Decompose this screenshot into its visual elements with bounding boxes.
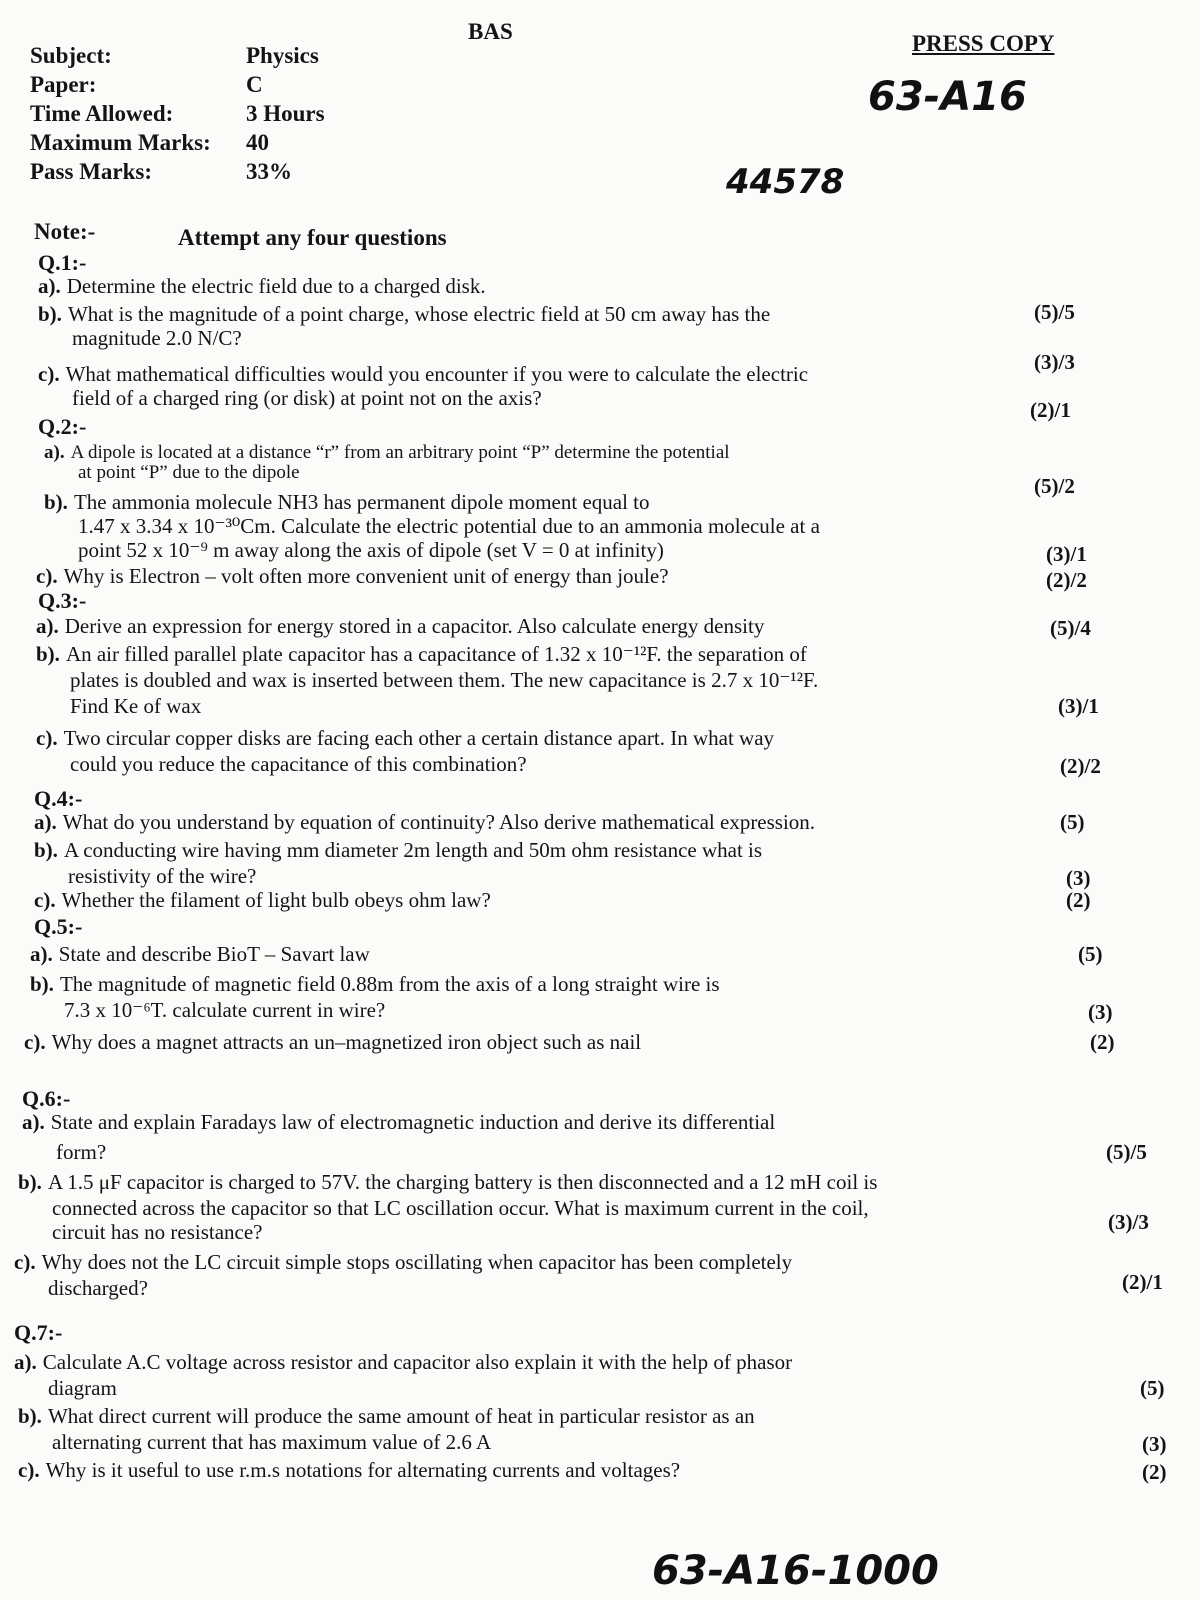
part-marks: (2)/1	[1030, 398, 1071, 422]
part-text: A conducting wire having mm diameter 2m length and 50m ohm resistance what is	[63, 838, 763, 862]
question-part	[38, 362, 808, 387]
part-label: a).	[36, 614, 59, 638]
question-part	[34, 838, 762, 863]
question-part	[18, 1404, 755, 1429]
part-text: Why is it useful to use r.m.s notations for alternating currents and voltages?	[45, 1458, 681, 1482]
question-part	[36, 614, 764, 639]
part-marks: (2)/2	[1046, 568, 1087, 592]
part-marks: (3)	[1088, 1000, 1113, 1024]
part-marks: (2)	[1142, 1460, 1167, 1484]
part-text-continued: discharged?	[48, 1276, 148, 1300]
part-marks: (2)	[1090, 1030, 1115, 1054]
question-heading: Q.6:-	[22, 1086, 71, 1111]
part-label: c).	[36, 726, 58, 750]
part-label: a).	[44, 442, 65, 463]
question-part	[36, 726, 774, 751]
part-text: A dipole is located at a distance “r” from an arbitrary point “P” determine the potential	[70, 442, 730, 463]
part-marks: (5)	[1060, 810, 1085, 834]
handwritten-code: 63-A16	[868, 74, 1027, 120]
part-text-continued: magnitude 2.0 N/C?	[72, 326, 242, 350]
part-label: b).	[18, 1170, 42, 1194]
question-part	[36, 642, 807, 667]
question-part	[14, 1250, 792, 1275]
question-heading: Q.3:-	[38, 588, 87, 613]
part-marks: (5)/5	[1034, 300, 1075, 324]
page-center-title: BAS	[468, 19, 513, 44]
info-value: 33%	[246, 159, 292, 184]
part-text: What direct current will produce the same amount of heat in particular resistor as an	[47, 1404, 755, 1428]
part-marks: (5)	[1140, 1376, 1165, 1400]
part-text: Derive an expression for energy stored in a capacitor. Also calculate energy density	[64, 614, 765, 638]
info-value: 40	[246, 130, 269, 155]
part-label: b).	[36, 642, 60, 666]
info-value: C	[246, 72, 263, 97]
question-part	[34, 888, 491, 913]
question-part	[24, 1030, 641, 1055]
part-text-continued: connected across the capacitor so that LC oscillation occur. What is maximum current in the coil,	[52, 1196, 869, 1220]
question-heading: Q.2:-	[38, 414, 87, 439]
part-marks: (2)/1	[1122, 1270, 1163, 1294]
part-marks: (3)	[1066, 866, 1091, 890]
part-text: What mathematical difficulties would you encounter if you were to calculate the electric	[65, 362, 809, 386]
part-text: Calculate A.C voltage across resistor and capacitor also explain it with the help of phasor	[42, 1350, 793, 1374]
question-part	[14, 1350, 792, 1375]
part-label: b).	[38, 302, 62, 326]
question-part	[30, 942, 370, 967]
info-label: Paper:	[30, 72, 97, 97]
part-text: Why does not the LC circuit simple stops oscillating when capacitor has been completely	[41, 1250, 793, 1274]
part-text-continued: circuit has no resistance?	[52, 1220, 263, 1244]
part-text-continued: Find Ke of wax	[70, 694, 202, 718]
part-marks: (2)	[1066, 888, 1091, 912]
part-label: c).	[24, 1030, 46, 1054]
part-text-continued: diagram	[48, 1376, 117, 1400]
part-text: State and explain Faradays law of electromagnetic induction and derive its differential	[50, 1110, 776, 1134]
part-label: a).	[22, 1110, 45, 1134]
part-text: Whether the filament of light bulb obeys ohm law?	[61, 888, 491, 912]
info-label: Time Allowed:	[30, 101, 174, 126]
info-label: Maximum Marks:	[30, 130, 211, 155]
part-label: b).	[30, 972, 54, 996]
part-text-continued: form?	[56, 1140, 107, 1164]
question-part	[34, 810, 815, 835]
part-marks: (5)/4	[1050, 616, 1091, 640]
part-text-continued: field of a charged ring (or disk) at point not on the axis?	[72, 386, 542, 410]
part-text: What is the magnitude of a point charge, whose electric field at 50 cm away has the	[67, 302, 771, 326]
part-text: Why does a magnet attracts an un–magnetized iron object such as nail	[51, 1030, 642, 1054]
part-label: a).	[38, 274, 61, 298]
part-label: c).	[36, 564, 58, 588]
part-label: b).	[44, 490, 68, 514]
question-part	[30, 972, 720, 997]
handwritten-number: 44578	[726, 162, 845, 202]
info-label: Pass Marks:	[30, 159, 153, 184]
part-text-continued: plates is doubled and wax is inserted between them. The new capacitance is 2.7 x 10⁻¹²F.	[70, 668, 819, 692]
question-heading: Q.7:-	[14, 1320, 63, 1345]
part-text: State and describe BioT – Savart law	[58, 942, 370, 966]
question-part	[18, 1170, 877, 1195]
part-marks: (3)/1	[1058, 694, 1099, 718]
part-marks: (5)/5	[1106, 1140, 1147, 1164]
info-value: 3 Hours	[246, 101, 325, 126]
question-part	[38, 302, 770, 327]
part-label: c).	[14, 1250, 36, 1274]
part-text: Determine the electric field due to a charged disk.	[66, 274, 486, 298]
question-part	[18, 1458, 680, 1483]
question-heading: Q.5:-	[34, 914, 83, 939]
part-text: Why is Electron – volt often more convenient unit of energy than joule?	[63, 564, 669, 588]
part-text-continued: 7.3 x 10⁻⁶T. calculate current in wire?	[64, 998, 386, 1022]
handwritten-footer-code: 63-A16-1000	[652, 1548, 939, 1594]
part-marks: (3)	[1142, 1432, 1167, 1456]
part-marks: (3)/3	[1034, 350, 1075, 374]
part-label: c).	[38, 362, 60, 386]
part-marks: (3)/1	[1046, 542, 1087, 566]
question-part	[22, 1110, 775, 1135]
part-marks: (2)/2	[1060, 754, 1101, 778]
part-text: The ammonia molecule NH3 has permanent dipole moment equal to	[73, 490, 650, 514]
press-copy-label: PRESS COPY	[912, 31, 1055, 56]
part-marks: (5)/2	[1034, 474, 1075, 498]
question-heading: Q.4:-	[34, 786, 83, 811]
part-text-continued: could you reduce the capacitance of this combination?	[70, 752, 527, 776]
part-text-continued: 1.47 x 3.34 x 10⁻³⁰Cm. Calculate the electric potential due to an ammonia molecule at a	[78, 514, 820, 538]
info-label: Subject:	[30, 43, 112, 68]
part-text-continued: alternating current that has maximum value of 2.6 A	[52, 1430, 492, 1454]
question-part	[44, 490, 650, 515]
note-label: Note:-	[34, 219, 96, 244]
part-label: b).	[18, 1404, 42, 1428]
part-text: An air filled parallel plate capacitor has a capacitance of 1.32 x 10⁻¹²F. the separation of	[65, 642, 807, 666]
info-value: Physics	[246, 43, 319, 68]
part-label: b).	[34, 838, 58, 862]
part-label: a).	[34, 810, 57, 834]
part-label: a).	[30, 942, 53, 966]
part-marks: (3)/3	[1108, 1210, 1149, 1234]
note-text: Attempt any four questions	[178, 225, 447, 250]
part-text-continued: at point “P” due to the dipole	[78, 462, 300, 483]
part-marks: (5)	[1078, 942, 1103, 966]
question-part	[36, 564, 669, 589]
part-text-continued: point 52 x 10⁻⁹ m away along the axis of dipole (set V = 0 at infinity)	[78, 538, 664, 562]
question-heading: Q.1:-	[38, 250, 87, 275]
part-text: What do you understand by equation of continuity? Also derive mathematical expression.	[62, 810, 816, 834]
part-text: Two circular copper disks are facing each other a certain distance apart. In what way	[63, 726, 775, 750]
part-text-continued: resistivity of the wire?	[68, 864, 257, 888]
part-text: The magnitude of magnetic field 0.88m from the axis of a long straight wire is	[59, 972, 720, 996]
part-label: c).	[34, 888, 56, 912]
question-part	[38, 274, 486, 299]
part-label: c).	[18, 1458, 40, 1482]
part-text: A 1.5 μF capacitor is charged to 57V. the charging battery is then disconnected and a 12 mH coil is	[47, 1170, 878, 1194]
part-label: a).	[14, 1350, 37, 1374]
